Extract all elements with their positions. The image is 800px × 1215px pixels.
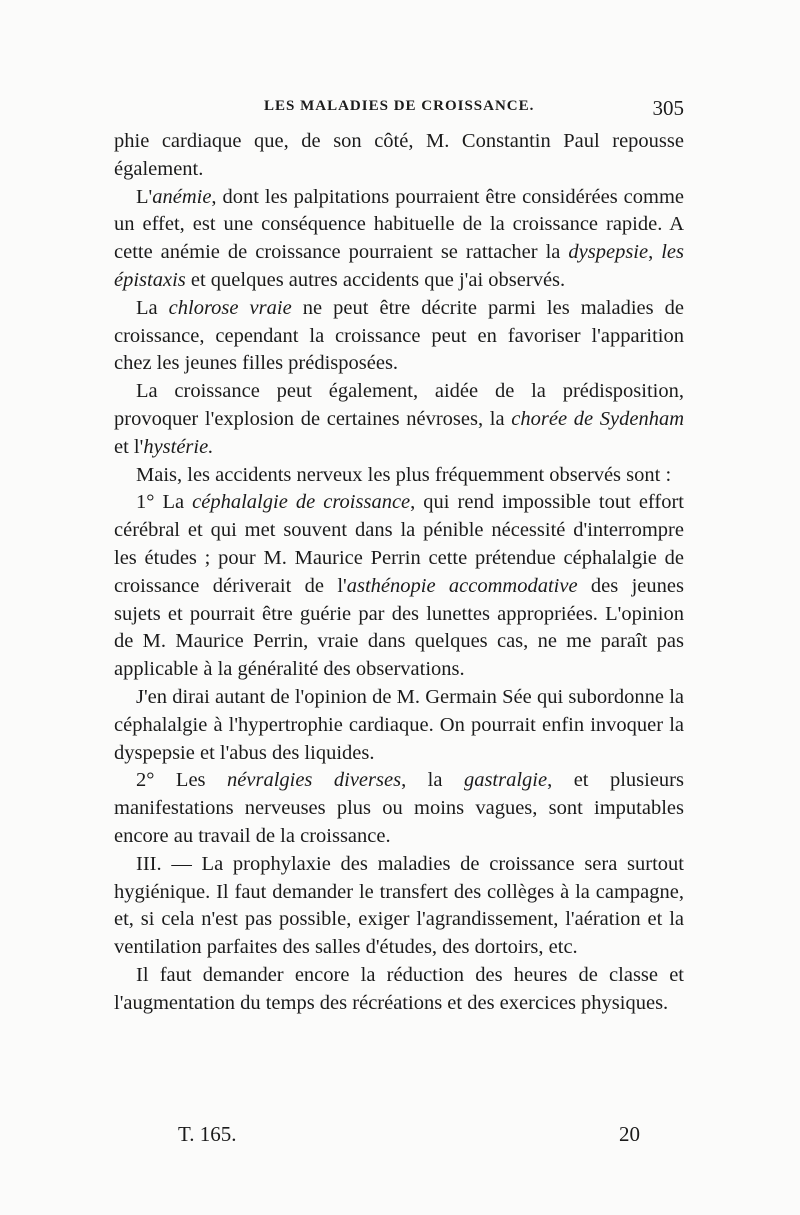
paragraph [114,128,684,184]
paragraph [114,489,684,684]
paragraph [114,962,684,1018]
text-run: 2° Les [136,769,228,792]
body-text [114,128,684,1018]
italic-term: hystérie. [143,435,214,458]
paragraph [114,295,684,378]
paragraph [114,462,684,490]
running-title: LES MALADIES DE CROISSANCE. [264,98,535,114]
italic-term: gastralgie [463,769,548,792]
italic-term: anémie [152,185,212,208]
italic-term: asthénopie accommodative [346,574,578,597]
text-run: Il faut demander encore la réduction des heures de classe et l'augmentation du temps des récréations et des exercices physiques. [114,963,684,1014]
text-run: , qui rend impossible tout effort cérébral et qui met souvent dans la pénible nécessité d'interrompre les études ; pour M. Maurice Perrin cette prétendue céphalalgie de croissance dériverait de l' [114,491,684,597]
text-run: et quelques autres accidents que j'ai observés. [185,268,566,291]
paragraph [114,767,684,850]
page-footer [114,1122,684,1150]
text-run: , dont les palpitations pourraient être considérées comme un effet, est une conséquence habituelle de la croissance rapide. A cette anémie de croissance pourraient se rattacher la [114,185,684,264]
text-run: L' [136,185,153,208]
page-number: 305 [652,96,684,120]
italic-term: dyspepsie [568,241,649,264]
text-run: , la [401,769,464,792]
italic-term: céphalalgie de croissance [192,491,411,514]
text-run: des jeunes sujets et pourrait être guérie par des lunettes appropriées. L'opinion de M. Maurice Perrin, vraie dans quelques cas, ne me paraît pas applicable à la généralité des observations. [114,574,684,681]
text-run: et l' [114,435,144,458]
signature-mark: T. 165. [178,1122,237,1146]
text-run: Mais, les accidents nerveux les plus fréquemment observés sont : [136,463,672,486]
paragraph [114,184,684,295]
text-run: ne peut être décrite parmi les maladies de croissance, cependant la croissance peut en favoriser l'apparition chez les jeunes filles prédisposées. [114,296,684,375]
italic-term: névralgies diverses [227,769,402,792]
page-header [114,96,684,122]
italic-term: chlorose vraie [168,296,292,319]
text-run: III. — La prophylaxie des maladies de croissance sera surtout hygiénique. Il faut demander le transfert des collèges à la campagne, et, si cela n'est pas possible, exiger l'agrandissement, l'aération et la ventilation parfaites des salles d'études, des dortoirs, etc. [114,852,684,959]
paragraph [114,851,684,962]
text-run: La [136,296,169,319]
text-run: , et plusieurs manifestations nerveuses plus ou moins vagues, sont imputables encore au travail de la croissance. [114,769,684,847]
italic-term: chorée de Sydenham [511,407,684,430]
text-run: , [648,241,662,264]
signature-number: 20 [619,1122,640,1146]
italic-term: les épistaxis [114,241,684,291]
paragraph [114,684,684,767]
text-run: La croissance peut également, aidée de la prédisposition, provoquer l'explosion de certaines névroses, la [114,380,684,430]
paragraph [114,378,684,461]
text-run: 1° La [136,491,193,514]
text-run: J'en dirai autant de l'opinion de M. Germain Sée qui subordonne la céphalalgie à l'hypertrophie cardiaque. On pourrait enfin invoquer la dyspepsie et l'abus des liquides. [114,685,684,764]
text-run: phie cardiaque que, de son côté, M. Constantin Paul repousse également. [114,130,684,180]
